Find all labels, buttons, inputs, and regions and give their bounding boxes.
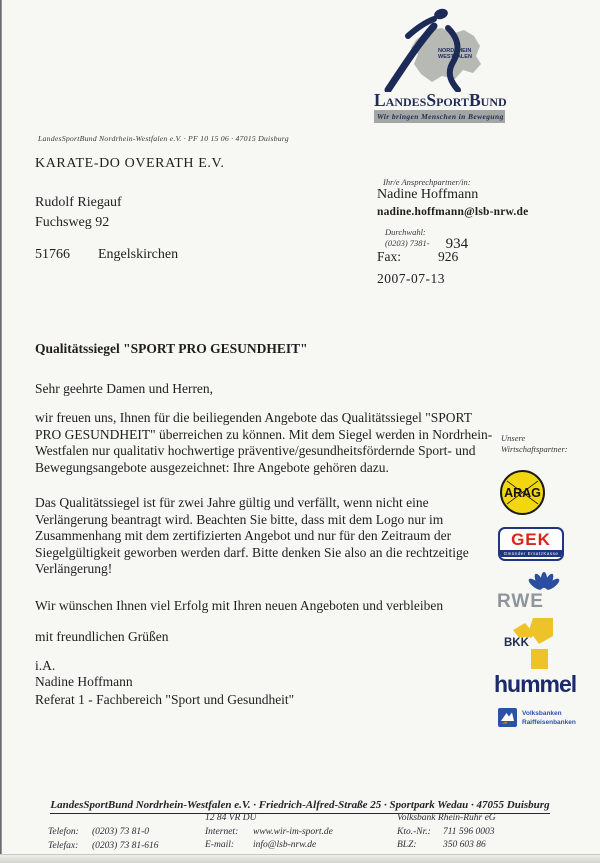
logo-artwork xyxy=(374,6,516,92)
letter-date: 2007-07-13 xyxy=(377,271,445,286)
salutation: Sehr geehrte Damen und Herren, xyxy=(35,381,214,396)
footer-phone-row xyxy=(48,826,159,840)
footer-fax-row xyxy=(48,840,159,854)
bkk-logo xyxy=(503,616,565,670)
partners-heading-line2: Wirtschaftspartner: xyxy=(501,444,568,454)
footer-account-label: Kto.-Nr.: xyxy=(397,826,431,837)
nrw-map-runner-icon xyxy=(374,6,516,92)
logo-tagline: Wir bringen Menschen in Bewegung xyxy=(374,110,505,123)
footer-account-row xyxy=(397,826,496,840)
arag-logo xyxy=(499,469,546,516)
signature-prefix: i.A. xyxy=(35,658,56,673)
footer-fax-value: (0203) 73 81-616 xyxy=(92,840,159,851)
footer-email-label: E-mail: xyxy=(205,840,235,850)
footer-blz-label: BLZ: xyxy=(397,840,417,850)
footer-email-row xyxy=(205,839,333,853)
vr-gable-icon xyxy=(498,708,517,727)
contact-dial-label: Durchwahl: xyxy=(385,227,426,237)
contact-fax-label: Fax: xyxy=(377,249,402,264)
recipient-street: Fuchsweg 92 xyxy=(35,215,110,230)
hummel-logo: hummel xyxy=(494,671,577,697)
footer-fax-label: Telefax: xyxy=(48,840,79,851)
footer-address-text: LandesSportBund Nordrhein-Westfalen e.V. · Friedrich-Alfred-Straße 25 · Sportpark Wedau · 47055 Duisburg xyxy=(50,799,549,814)
region-label-line1: NORDRHEIN xyxy=(438,48,472,54)
body-paragraph-2: Das Qualitätssiegel ist für zwei Jahre gültig und verfällt, wenn nicht eine Verlängerung beantragt wird. Beachten Sie bitte, dass mit dem Logo nur im Zusammenhang mit dem zertifizierten Angebot und nur für den Zeitraum der Siegelgültigkeit geworben werden darf. Bitte denken Sie also an die rechtzeitige Verlängerung! xyxy=(35,495,469,576)
gek-logo xyxy=(498,527,564,561)
footer-bank-column xyxy=(397,812,496,853)
contact-fax-number: 926 xyxy=(438,249,459,264)
volksbanken-logo xyxy=(498,708,598,730)
recipient-name: Rudolf Riegauf xyxy=(35,195,122,210)
bkk-wordmark: BKK xyxy=(504,637,529,649)
footer-internet-label: Internet: xyxy=(205,826,239,837)
contact-dial-number: 934 xyxy=(445,236,469,252)
recipient-organization: KARATE-DO OVERATH E.V. xyxy=(35,156,225,171)
body-paragraph-1: wir freuen uns, Ihnen für die beiliegenden Angebote das Qualitätssiegel "SPORT PRO GESUNDHEIT" überreichen zu können. Mit dem Siegel werden in Nordrhein-Westfalen nur qualitativ hochwertige präventive/gesundheitsfördernde Sport- und Bewegungsangebote ausgezeichnet: Ihre Angebote gehören dazu. xyxy=(35,410,493,475)
recipient-city-row xyxy=(35,247,178,263)
footer-phone-column xyxy=(48,826,159,853)
footer-internet-row xyxy=(205,826,333,840)
landessportbund-logo xyxy=(374,6,516,123)
recipient-city: Engelskirchen xyxy=(98,247,179,262)
footer-blz-row xyxy=(397,839,496,853)
footer-bank-row: Volksbank Rhein-Ruhr eG xyxy=(397,813,496,823)
region-label-line2: WESTFALEN xyxy=(438,54,472,60)
contact-dial-prefix: (0203) 7381- xyxy=(385,238,430,248)
partners-heading xyxy=(501,433,568,455)
body-paragraph-3: Wir wünschen Ihnen viel Erfolg mit Ihren neuen Angeboten und verbleiben xyxy=(35,598,444,613)
gek-subtitle: Gmünder ErsatzKasse xyxy=(500,550,562,557)
gek-wordmark: GEK xyxy=(511,530,551,549)
logo-wordmark: LandesSportBund xyxy=(374,90,507,110)
scan-edge-left xyxy=(0,0,2,863)
signature-role: Referat 1 - Fachbereich "Sport und Gesundheit" xyxy=(35,692,295,707)
contact-person-label: Ihr/e Ansprechpartner/in: xyxy=(383,177,471,187)
footer-phone-value: (0203) 73 81-0 xyxy=(92,827,149,837)
vr-text-line1: Volksbanken xyxy=(522,710,562,717)
rwe-logo xyxy=(497,571,567,613)
sender-return-address: LandesSportBund Nordrhein-Westfalen e.V. · PF 10 15 06 · 47015 Duisburg xyxy=(38,134,289,143)
arag-wordmark: ARAG xyxy=(504,486,541,500)
subject-line: Qualitätssiegel "SPORT PRO GESUNDHEIT" xyxy=(35,341,308,356)
contact-email: nadine.hoffmann@lsb-nrw.de xyxy=(377,206,529,218)
footer-phone-label: Telefon: xyxy=(48,827,79,837)
contact-person-name: Nadine Hoffmann xyxy=(377,187,479,202)
footer-email-value: info@lsb-nrw.de xyxy=(253,840,317,850)
partners-heading-line1: Unsere xyxy=(501,433,526,443)
recipient-zip: 51766 xyxy=(35,247,70,262)
signature-name: Nadine Hoffmann xyxy=(35,674,133,689)
vr-text xyxy=(522,710,576,727)
closing-phrase: mit freundlichen Grüßen xyxy=(35,629,169,644)
scan-edge-bottom xyxy=(0,854,600,863)
contact-fax-row xyxy=(377,249,458,265)
footer-internet-value: www.wir-im-sport.de xyxy=(253,826,333,837)
footer-account-value: 711 596 0003 xyxy=(443,826,495,837)
rwe-wordmark: RWE xyxy=(497,591,544,612)
footer-blz-value: 350 603 86 xyxy=(443,840,486,850)
footer-register-row: 12 84 VR DU xyxy=(205,813,257,823)
footer-web-column xyxy=(205,812,333,853)
vr-text-line2: Raiffeisenbanken xyxy=(522,718,576,726)
